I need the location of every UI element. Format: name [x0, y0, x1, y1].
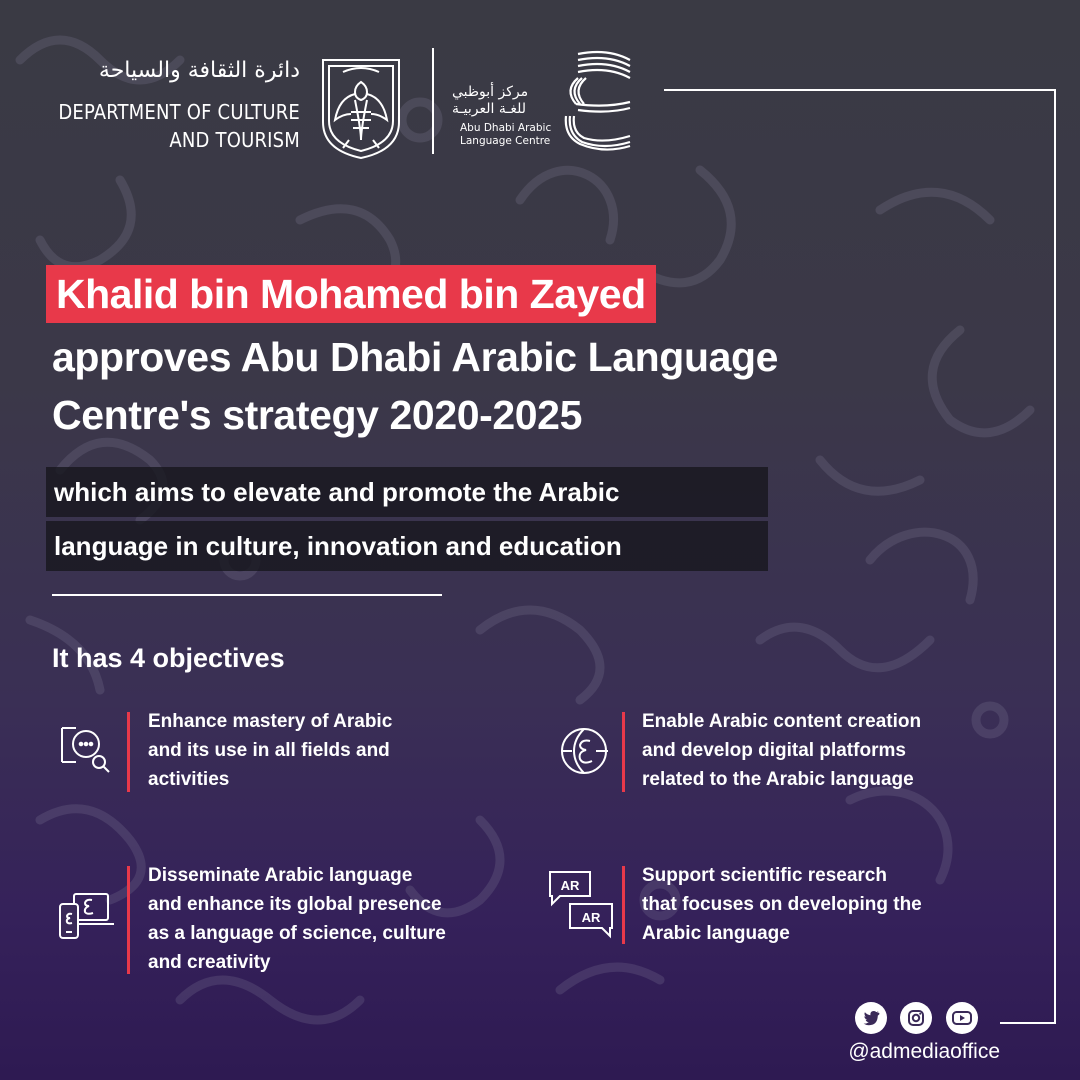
dct-english-line-2: AND TOURISM [169, 128, 300, 152]
objective-4-line-2: that focuses on developing the [642, 894, 922, 915]
section-divider [52, 594, 442, 596]
objective-1-line-2: and its use in all fields and [148, 740, 390, 761]
objective-3-line-3: as a language of science, culture [148, 923, 446, 944]
alc-arabic-name [452, 84, 562, 118]
subheadline-line-1: which aims to elevate and promote the Arabic [46, 467, 768, 517]
instagram-camera-icon [907, 1009, 925, 1027]
headline-line-3: Centre's strategy 2020-2025 [52, 392, 582, 438]
dct-arabic-name: دائرة الثقافة والسياحة [98, 58, 300, 83]
alc-logo-icon [560, 46, 636, 160]
subheadline-line-2: language in culture, innovation and education [46, 521, 768, 571]
frame-line-bottom [1000, 1022, 1056, 1024]
objective-3-line-2: and enhance its global presence [148, 894, 442, 915]
alc-arabic-line-2: للغـة العربيـة [452, 101, 527, 117]
header-divider [432, 48, 434, 154]
instagram-icon[interactable] [900, 1002, 932, 1034]
objective-2-line-1: Enable Arabic content creation [642, 711, 922, 732]
globe-arabic-icon [556, 721, 614, 779]
objective-1-line-3: activities [148, 769, 230, 790]
alc-arabic-line-1: مركز أبوظبي [452, 84, 529, 100]
objective-4-text [642, 861, 1022, 948]
objective-3-line-1: Disseminate Arabic language [148, 865, 413, 886]
ar-chat-bubbles-icon [548, 868, 614, 940]
objective-4-line-3: Arabic language [642, 923, 790, 944]
dct-english-line-1: DEPARTMENT OF CULTURE [58, 100, 300, 124]
objective-1-text [148, 707, 488, 794]
youtube-icon[interactable] [946, 1002, 978, 1034]
twitter-icon[interactable] [855, 1002, 887, 1034]
devices-arabic-icon [56, 886, 114, 944]
alc-english-line-1: Abu Dhabi Arabic [460, 122, 552, 134]
objectives-heading: It has 4 objectives [52, 643, 285, 673]
headline-highlight: Khalid bin Mohamed bin Zayed [46, 265, 656, 323]
falcon-emblem-icon [315, 50, 407, 162]
ar-bubble-label-1: AR [560, 878, 580, 893]
ar-bubble-label-2: AR [581, 910, 601, 925]
frame-line-right [1054, 89, 1056, 1024]
twitter-bird-icon [862, 1010, 880, 1026]
objective-1-line-1: Enhance mastery of Arabic [148, 711, 393, 732]
alc-english-name [460, 122, 570, 148]
objective-1-accent-bar [127, 712, 130, 792]
objective-3-text [148, 861, 528, 977]
dct-english-name [40, 98, 300, 154]
objective-2-line-3: related to the Arabic language [642, 769, 914, 790]
objective-3-accent-bar [127, 866, 130, 974]
objective-2-text [642, 707, 1022, 794]
objective-2-accent-bar [622, 712, 625, 792]
alc-english-line-2: Language Centre [460, 135, 551, 147]
frame-line-top [664, 89, 1056, 91]
youtube-play-icon [952, 1010, 972, 1026]
objective-3-line-4: and creativity [148, 952, 271, 973]
objective-4-line-1: Support scientific research [642, 865, 887, 886]
headline-line-2: approves Abu Dhabi Arabic Language [52, 334, 779, 380]
social-handle: @admediaoffice [848, 1040, 1000, 1063]
search-chat-icon [56, 718, 114, 776]
objective-4-accent-bar [622, 866, 625, 944]
objective-2-line-2: and develop digital platforms [642, 740, 906, 761]
